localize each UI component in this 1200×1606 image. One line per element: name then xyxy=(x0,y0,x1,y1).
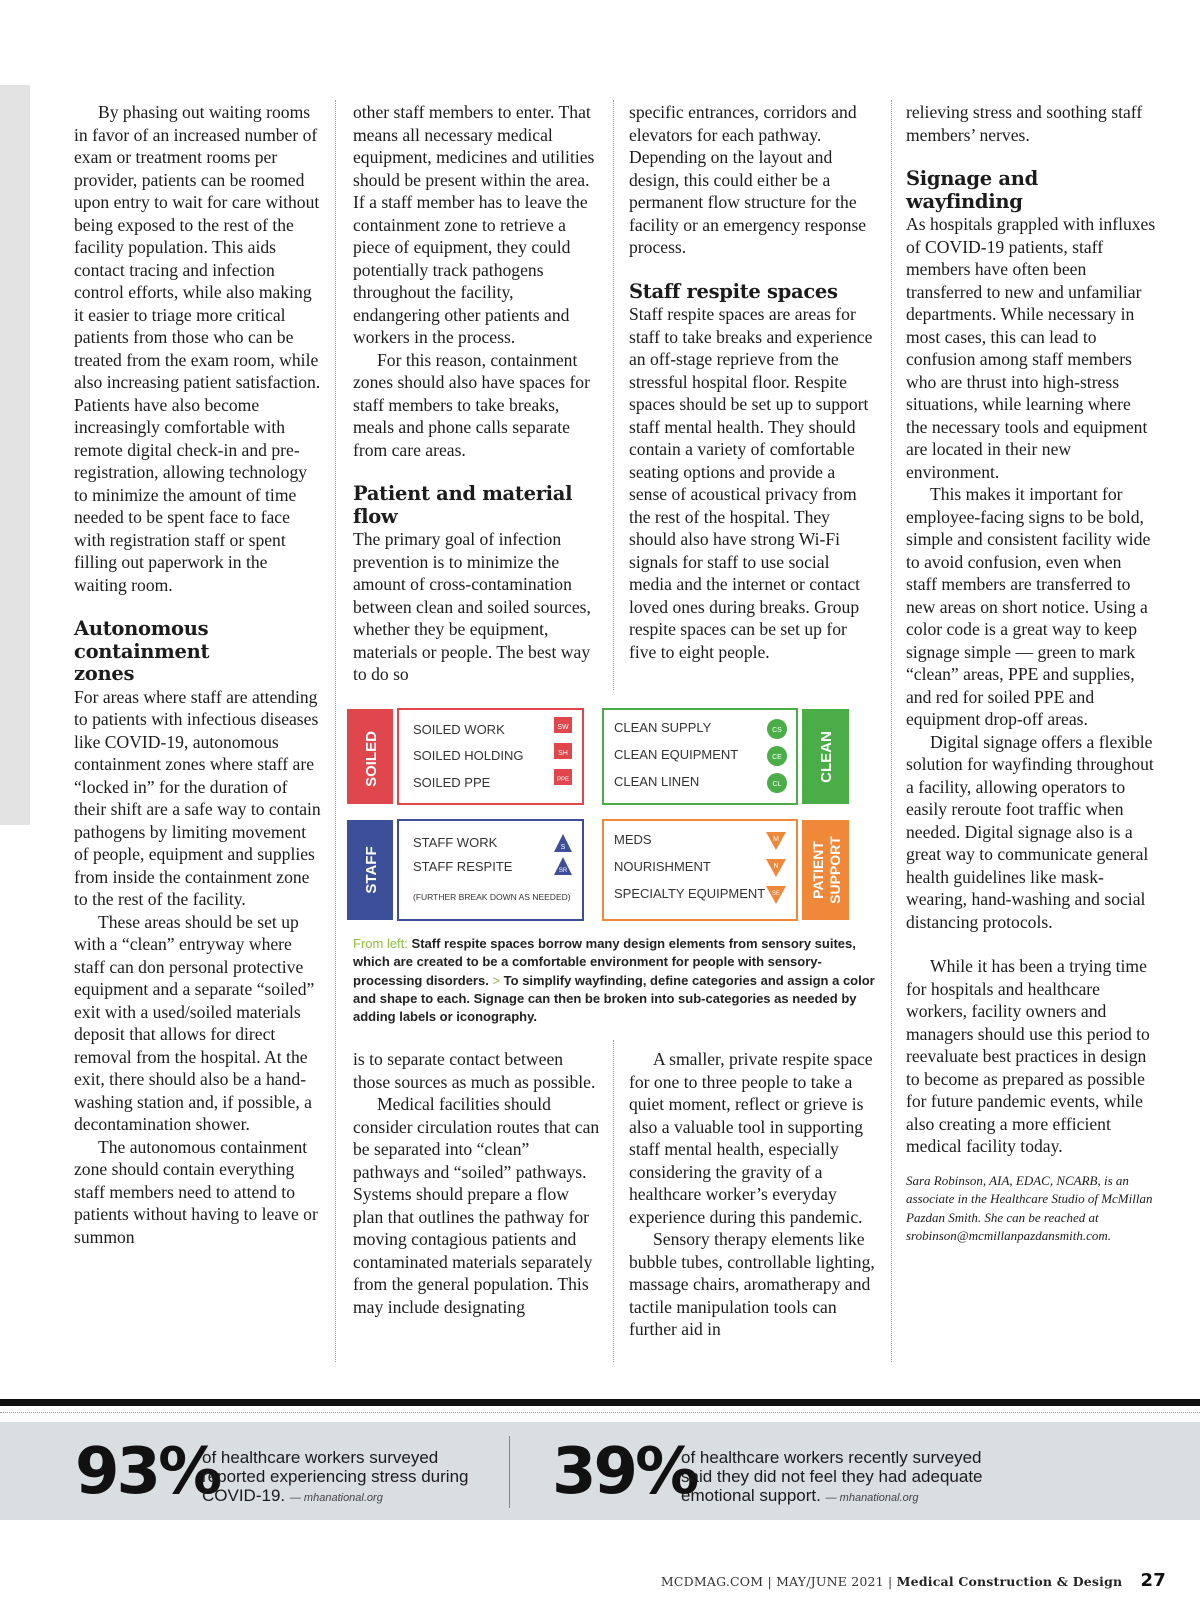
stats-top-rule xyxy=(0,1399,1200,1406)
column-rule xyxy=(613,1040,614,1362)
soiled-item: SOILED PPE xyxy=(413,775,491,790)
paragraph: Medical facilities should consider circulation routes that can be separated into “clean” pathways and “soiled” pathways. Systems should prepare a flow plan that outlines the pathway for moving contagious patients and contaminated materials separately from the general population. This may include designating xyxy=(353,1094,600,1317)
support-category-label: PATIENT xyxy=(810,841,826,899)
paragraph: relieving stress and soothing staff members’ nerves. xyxy=(906,102,1143,145)
column-rule xyxy=(891,100,892,1362)
stat-description xyxy=(681,1448,1001,1508)
paragraph: This makes it important for employee-facing signs to be bold, simple and consistent facility wide to avoid confusion, even when staff members are transferred to new areas on short notice. Using a color code is a great way to keep signage simple — green to mark “clean” areas, PPE and supplies, and red for soiled PPE and equipment drop-off areas. xyxy=(906,484,1151,729)
paragraph: is to separate contact between those sources as much as possible. xyxy=(353,1049,596,1092)
stat-description xyxy=(202,1448,492,1508)
paragraph: other staff members to enter. That means all necessary medical equipment, medicines and utilities should be present within the area. If a staff member has to leave the containment zone to retrieve a piece of equipment, they could potentially track pathogens throughout the facility, endangering other patients and workers in the process. xyxy=(353,102,595,347)
paragraph: For this reason, containment zones should also have spaces for staff members to take breaks, meals and phone calls separate from care areas. xyxy=(353,349,590,460)
section-heading: Signage and wayfinding xyxy=(906,167,1038,213)
stat-line: emotional support. — mhanational.org xyxy=(681,1486,919,1505)
paragraph: While it has been a trying time for hospitals and healthcare workers, facility owners and managers should use this period to reevaluate best practices in design to become as prepared as possible for future pandemic events, while also creating a more efficient medical facility today. xyxy=(906,956,1150,1156)
footer-issue: MAY/JUNE 2021 xyxy=(776,1574,884,1589)
article-column-2-continued xyxy=(353,1048,600,1318)
section-heading: Staff respite spaces xyxy=(629,279,838,303)
figure-caption xyxy=(353,935,878,1026)
staff-item: STAFF RESPITE xyxy=(413,859,513,874)
staff-category-label: STAFF xyxy=(363,846,380,894)
paragraph: For areas where staff are attending to patients with infectious diseases like COVID-19, autonomous containment zones where staff are “locked in” for the duration of their shift are a safe way to contain pathogens by limiting movement of people, equipment and supplies from inside the containment zone to the rest of the facility. xyxy=(74,686,321,909)
support-badge-label: M xyxy=(773,836,779,843)
caption-lead: From left: xyxy=(353,936,408,951)
footer-magazine: Medical Construction & Design xyxy=(896,1574,1123,1589)
clean-item: CLEAN LINEN xyxy=(614,774,700,789)
support-badge-label: N xyxy=(773,863,779,870)
clean-item: CLEAN EQUIPMENT xyxy=(614,747,739,762)
paragraph: Digital signage offers a flexible solution for wayfinding throughout a facility, allowing operators to easily reroute foot traffic when needed. Digital signage also is a great way to communicate general health guidelines like mask-wearing, hand-washing and social distancing protocols. xyxy=(906,731,1154,932)
article-column-1 xyxy=(74,101,321,1248)
article-column-3-continued xyxy=(629,1048,876,1341)
paragraph: Staff respite spaces are areas for staff to take breaks and experience an off-stage reprieve from the stressful hospital floor. Respite spaces should be set up to support staff mental health. They should contain a variety of comfortable seating options and provide a sense of acoustical privacy from the rest of the hospital. They should also have strong Wi-Fi signals for staff to use social media and the internet or contact loved ones during breaks. Group respite spaces can be set up for five to eight people. xyxy=(629,304,873,662)
stats-dotted-rule xyxy=(0,1412,1200,1413)
soiled-item: SOILED HOLDING xyxy=(413,748,524,763)
article-column-2 xyxy=(353,101,600,686)
caption-text: Staff respite spaces borrow many design elements from sensory suites, which are created to be a comfortable environment for people with sensory-processing disorders. xyxy=(353,936,856,988)
soiled-item: SOILED WORK xyxy=(413,722,505,737)
caption-arrow: > xyxy=(492,972,501,988)
support-item: MEDS xyxy=(614,832,652,847)
stat-source: — mhanational.org xyxy=(825,1492,919,1504)
soiled-badge-label: SW xyxy=(557,724,569,731)
paragraph: specific entrances, corridors and elevators for each pathway. Depending on the layout and design, this could either be a permanent flow structure for the facility or an emergency response process. xyxy=(629,102,867,257)
page-number: 27 xyxy=(1140,1570,1166,1591)
margin-tab xyxy=(0,85,30,825)
stat-line: of healthcare workers surveyed xyxy=(202,1448,439,1467)
paragraph: The primary goal of infection prevention is to minimize the amount of cross-contamination between clean and soiled sources, whether they be equipment, materials or people. The best way to do so xyxy=(353,529,591,684)
clean-badge-label: CE xyxy=(772,754,782,761)
support-badge-label: SE xyxy=(771,891,781,897)
staff-badge-label: SR xyxy=(558,868,568,874)
paragraph: Sensory therapy elements like bubble tubes, controllable lighting, massage chairs, aromatherapy and tactile manipulation tools can further aid in xyxy=(629,1229,875,1339)
caption-text: To simplify wayfinding, define categories and assign a color and shape to each. Signage can then be broken into sub-categories as needed by adding labels or iconography. xyxy=(353,972,875,1025)
paragraph: By phasing out waiting rooms in favor of an increased number of exam or treatment rooms per provider, patients can be roomed upon entry to wait for care without being exposed to the rest of the facility population. This aids contact tracing and infection control efforts, while also making it easier to triage more critical patients from those who can be treated from the exam room, while also increasing patient satisfaction. Patients have also become increasingly comfortable with remote digital check-in and pre-registration, allowing technology to minimize the amount of time needed to be spent face to face with registration staff or spent filling out paperwork in the waiting room. xyxy=(74,102,321,595)
page-footer: MCDMAG.COM | MAY/JUNE 2021 | Medical Construction & Design 27 xyxy=(660,1570,1166,1591)
column-rule xyxy=(613,100,614,690)
stat-value: 93% xyxy=(75,1435,220,1509)
article-column-4 xyxy=(906,101,1156,1246)
article-column-3 xyxy=(629,101,876,663)
paragraph: These areas should be set up with a “clean” entryway where staff can don personal protective equipment and a separate “soiled” exit with a used/soiled materials deposit that allows for direct removal from the hospital. At the exit, there should also be a hand-washing station and, if possible, a decontamination shower. xyxy=(74,911,315,1134)
stat-line: COVID-19. — mhanational.org xyxy=(202,1486,383,1505)
stats-divider xyxy=(509,1436,510,1508)
soiled-badge-label: PPE xyxy=(556,777,570,783)
clean-item: CLEAN SUPPLY xyxy=(614,720,712,735)
clean-category-label: CLEAN xyxy=(818,731,835,783)
stat-source: — mhanational.org xyxy=(289,1492,383,1504)
clean-badge-label: CL xyxy=(772,781,782,788)
support-item: SPECIALTY EQUIPMENT xyxy=(614,886,766,901)
stat-line: of healthcare workers recently surveyed xyxy=(681,1448,982,1467)
staff-badge-label: S xyxy=(560,844,566,851)
soiled-category-label: SOILED xyxy=(363,731,380,787)
paragraph: The autonomous containment zone should contain everything staff members need to attend to patients without having to leave or summon xyxy=(74,1136,318,1247)
section-heading: Patient and material flow xyxy=(353,482,573,528)
paragraph: A smaller, private respite space for one to three people to take a quiet moment, reflect or grieve is also a valuable tool in supporting staff mental health, especially considering the gravity of a healthcare worker’s everyday experience during this pandemic. xyxy=(629,1049,873,1227)
stat-line: said they did not feel they had adequate xyxy=(681,1467,983,1486)
stat-line: reported experiencing stress during xyxy=(202,1467,469,1486)
support-category-label: SUPPORT xyxy=(827,836,843,904)
column-rule xyxy=(335,100,336,1362)
soiled-badge-label: SH xyxy=(558,750,568,757)
author-bio: Sara Robinson, AIA, EDAC, NCARB, is an associate in the Healthcare Studio of McMillan Pazdan Smith. She can be reached at srobinson@mcmillanpazdansmith.com. xyxy=(906,1172,1153,1243)
staff-note: (FURTHER BREAK DOWN AS NEEDED) xyxy=(413,892,571,902)
stat-value: 39% xyxy=(552,1435,697,1509)
staff-item: STAFF WORK xyxy=(413,835,498,850)
support-item: NOURISHMENT xyxy=(614,859,711,874)
footer-site: MCDMAG.COM xyxy=(660,1574,764,1589)
section-heading: Autonomous containment zones xyxy=(74,617,210,685)
paragraph: As hospitals grappled with influxes of COVID-19 patients, staff members have often been transferred to new and unfamiliar departments. While necessary in most cases, this can lead to confusion among staff members who are thrust into high-stress situations, while learning where the necessary tools and equipment are located in their new environment. xyxy=(906,214,1156,482)
wayfinding-color-code-figure xyxy=(347,707,873,925)
clean-badge-label: CS xyxy=(772,727,782,734)
